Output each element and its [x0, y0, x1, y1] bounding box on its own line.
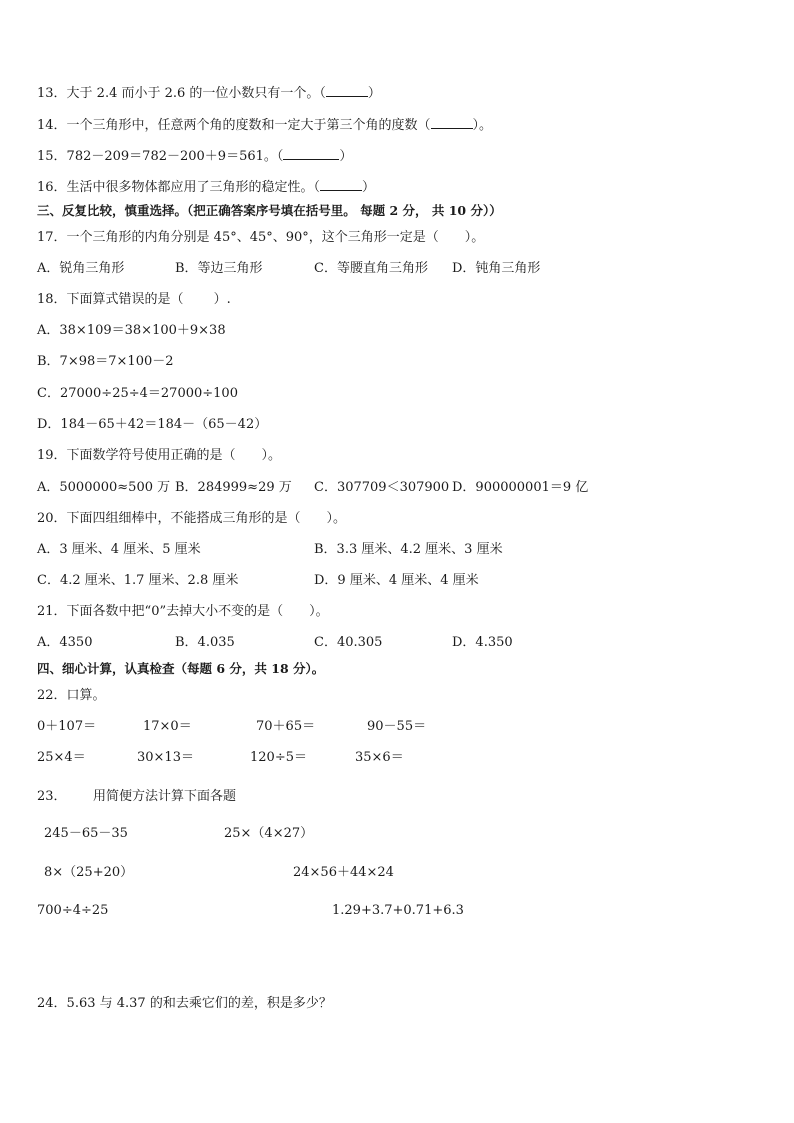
q17-option-d[interactable]: D．钝角三角形: [452, 261, 541, 276]
oral-calc-item: 120÷5＝: [250, 750, 307, 765]
q17-option-c[interactable]: C．等腰直角三角形: [314, 261, 428, 276]
question-19: 19．下面数学符号使用正确的是（ ）。: [37, 448, 282, 463]
question-16: 16．生活中很多物体都应用了三角形的稳定性。（ ）: [37, 180, 376, 195]
question-14-text: 14．一个三角形中，任意两个角的度数和一定大于第三个角的度数（: [37, 118, 431, 133]
question-16-text: 16．生活中很多物体都应用了三角形的稳定性。（: [37, 180, 321, 195]
question-24: 24．5.63 与 4.37 的和去乘它们的差，积是多少？: [37, 996, 332, 1011]
q21-option-d[interactable]: D．4.350: [452, 635, 513, 650]
answer-blank-14[interactable]: [431, 116, 473, 129]
question-17: 17．一个三角形的内角分别是 45°、45°、90°，这个三角形一定是（ ）。: [37, 230, 485, 245]
question-13: 13．大于 2.4 而小于 2.6 的一位小数只有一个。（ ）: [37, 86, 381, 101]
question-15-text: 15．782－209＝782－200＋9＝561。（: [37, 149, 284, 164]
question-15: 15．782－209＝782－200＋9＝561。（ ）: [37, 149, 353, 164]
q21-option-b[interactable]: B．4.035: [175, 635, 235, 650]
answer-blank-16[interactable]: [320, 178, 362, 191]
q19-option-d[interactable]: D．900000001＝9 亿: [452, 480, 589, 495]
q18-option-d[interactable]: D．184－65＋42＝184－（65－42）: [37, 417, 268, 432]
q18-option-a[interactable]: A．38×109＝38×100＋9×38: [37, 323, 226, 338]
question-20: 20．下面四组细棒中，不能搭成三角形的是（ ）。: [37, 511, 347, 526]
question-23: 用简便方法计算下面各题: [93, 789, 237, 804]
question-23-number: 23．: [37, 789, 67, 804]
answer-blank-13[interactable]: [326, 84, 368, 97]
oral-calc-item: 17×0＝: [143, 719, 192, 734]
oral-calc-item: 35×6＝: [355, 750, 404, 765]
oral-calc-item: 25×4＝: [37, 750, 86, 765]
oral-calc-item: 0＋107＝: [37, 719, 97, 734]
oral-calc-item: 90－55＝: [367, 719, 427, 734]
q17-option-b[interactable]: B．等边三角形: [175, 261, 263, 276]
question-18: 18．下面算式错误的是（ ）.: [37, 292, 231, 307]
q19-option-b[interactable]: B．284999≈29 万: [175, 480, 292, 495]
q18-option-b[interactable]: B．7×98＝7×100－2: [37, 354, 174, 369]
q20-option-b[interactable]: B．3.3 厘米、4.2 厘米、3 厘米: [314, 542, 503, 557]
section-3-heading: 三、反复比较，慎重选择。（把正确答案序号填在括号里。 每题 2 分， 共 10 分））: [37, 203, 502, 218]
question-14: 14．一个三角形中，任意两个角的度数和一定大于第三个角的度数（ ）。: [37, 118, 493, 133]
calc-item: 25×（4×27）: [224, 826, 314, 841]
calc-item: 8×（25+20）: [44, 865, 134, 880]
calc-item: 1.29+3.7+0.71+6.3: [332, 903, 464, 918]
question-13-text: 13．大于 2.4 而小于 2.6 的一位小数只有一个。（: [37, 86, 326, 101]
q20-option-d[interactable]: D．9 厘米、4 厘米、4 厘米: [314, 573, 479, 588]
q17-option-a[interactable]: A．锐角三角形: [37, 261, 125, 276]
q20-option-c[interactable]: C．4.2 厘米、1.7 厘米、2.8 厘米: [37, 573, 239, 588]
question-21: 21．下面各数中把“0”去掉大小不变的是（ ）。: [37, 604, 329, 619]
q19-option-c[interactable]: C．307709＜307900: [314, 480, 450, 495]
q21-option-c[interactable]: C．40.305: [314, 635, 383, 650]
calc-item: 700÷4÷25: [37, 903, 109, 918]
answer-blank-15[interactable]: [283, 147, 339, 160]
q18-option-c[interactable]: C．27000÷25÷4＝27000÷100: [37, 386, 238, 401]
q21-option-a[interactable]: A．4350: [37, 635, 93, 650]
calc-item: 24×56＋44×24: [293, 865, 394, 880]
question-22: 22．口算。: [37, 688, 106, 703]
oral-calc-item: 70＋65＝: [256, 719, 316, 734]
oral-calc-item: 30×13＝: [137, 750, 194, 765]
q20-option-a[interactable]: A．3 厘米、4 厘米、5 厘米: [37, 542, 201, 557]
q19-option-a[interactable]: A．5000000≈500 万: [37, 480, 171, 495]
calc-item: 245－65－35: [44, 826, 128, 841]
section-4-heading: 四、细心计算，认真检查（每题 6 分，共 18 分）。: [37, 661, 325, 676]
